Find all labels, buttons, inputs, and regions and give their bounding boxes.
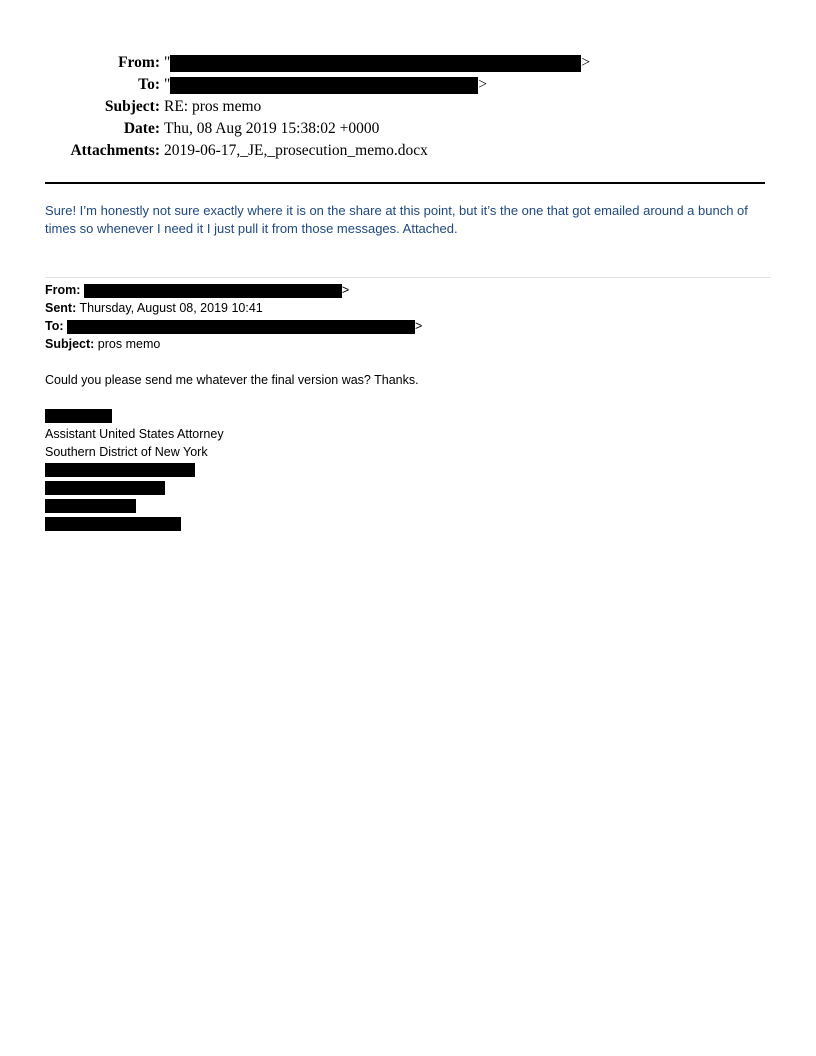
redaction-block (170, 77, 478, 94)
header-attachments-label: Attachments: (70, 142, 160, 159)
quoted-sent-row (45, 299, 775, 317)
reply-body: Sure! I’m honestly not sure exactly where it is on the share at this point, but it’s the one that got emailed around a bunch of times so whenever I need it I just pull it from those messages. Attached. (45, 203, 748, 236)
quoted-subject-label: Subject: (45, 337, 95, 351)
redaction-block (45, 463, 195, 477)
quoted-message (45, 281, 775, 533)
header-from-prefix: " (164, 54, 171, 71)
header-subject-row (0, 96, 816, 118)
signature-office: Southern District of New York (45, 445, 208, 459)
signature-email-line (45, 515, 775, 533)
signature-block (45, 407, 775, 533)
header-from-row (0, 52, 816, 74)
quoted-body: Could you please send me whatever the final version was? Thanks. (45, 373, 419, 387)
quoted-subject-value: pros memo (97, 337, 161, 351)
attachment-filename: 2019-06-17,_JE,_prosecution_memo.docx (164, 142, 428, 159)
quoted-sent-value: Thursday, August 08, 2019 10:41 (79, 301, 263, 315)
header-to-label: To: (138, 76, 160, 93)
header-subject-label: Subject: (104, 98, 160, 115)
quoted-message-divider (45, 277, 771, 278)
redaction-block (45, 409, 112, 423)
redaction-block (84, 284, 342, 298)
quoted-sent-label: Sent: (45, 301, 77, 315)
redaction-block (45, 517, 181, 531)
signature-title: Assistant United States Attorney (45, 427, 224, 441)
header-from-value (164, 52, 590, 74)
signature-name-line (45, 407, 775, 425)
quoted-to-suffix: > (415, 319, 423, 333)
header-subject-value: RE: pros memo (164, 98, 262, 115)
redaction-block (170, 55, 581, 72)
quoted-from-label: From: (45, 283, 81, 297)
redaction-block (45, 499, 136, 513)
quoted-subject-row (45, 335, 775, 353)
header-from-label: From: (118, 54, 160, 71)
header-to-suffix: > (478, 76, 488, 93)
header-from-suffix: > (581, 54, 591, 71)
quoted-from-row (45, 281, 775, 299)
header-to-value (164, 74, 487, 96)
signature-address-line (45, 479, 775, 497)
header-date-value: Thu, 08 Aug 2019 15:38:02 +0000 (164, 120, 380, 137)
email-header (0, 52, 816, 162)
quoted-to-label: To: (45, 319, 64, 333)
quoted-from-suffix: > (341, 283, 350, 297)
redaction-block (67, 320, 415, 334)
header-to-row (0, 74, 816, 96)
header-date-label: Date: (123, 120, 160, 137)
redaction-block (45, 481, 165, 495)
signature-address-line (45, 461, 775, 479)
header-date-row (0, 118, 816, 140)
header-attachments-row (0, 140, 816, 162)
header-to-prefix: " (164, 76, 171, 93)
header-divider (45, 182, 765, 184)
signature-phone-line (45, 497, 775, 515)
quoted-to-row (45, 317, 775, 335)
